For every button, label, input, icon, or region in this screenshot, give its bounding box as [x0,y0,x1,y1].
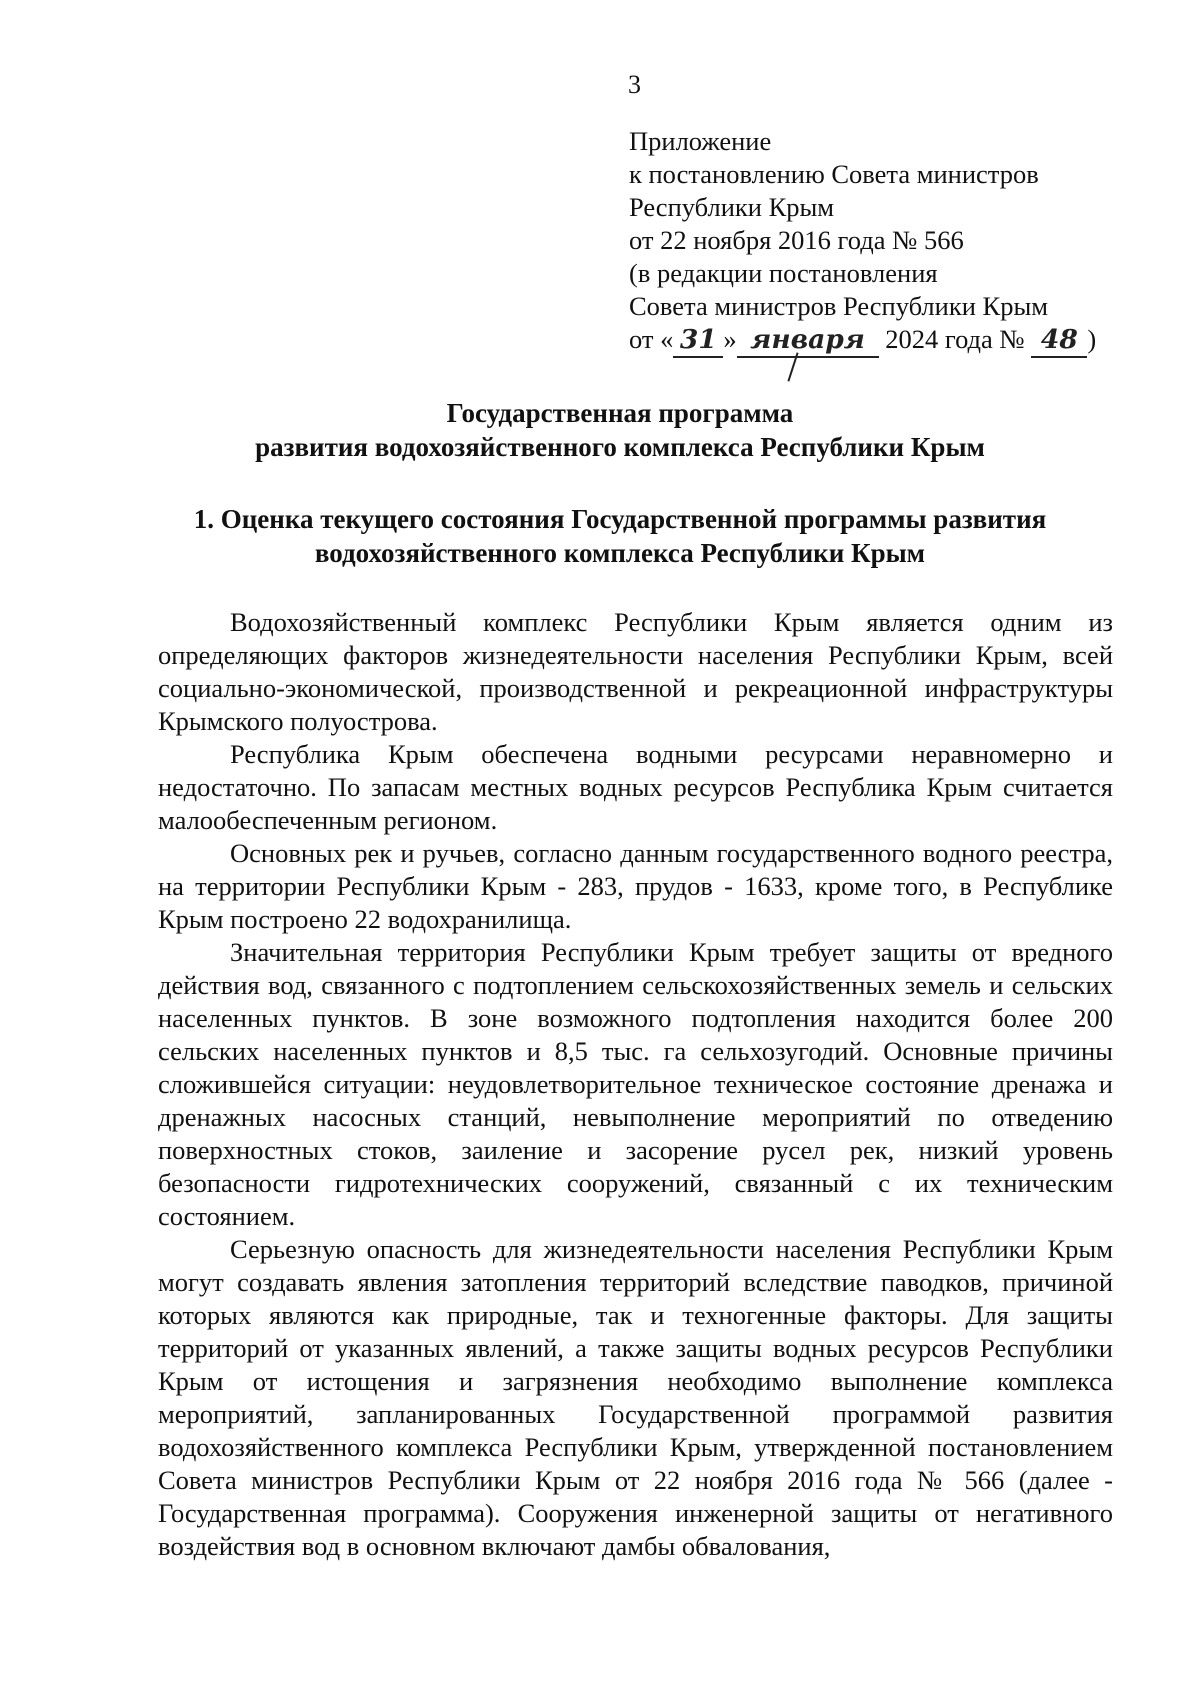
handwritten-month: января [737,323,879,358]
appendix-line: Республики Крым [629,192,835,222]
date-suffix: ) [1087,324,1097,354]
handwritten-number: 48 [1031,323,1087,358]
paragraph: Основных рек и ручьев, согласно данным государственного водного реестра, на территории Республики Крым - 283, прудов - 1633, кроме того, в Республике Крым построено 22 водохранилища. [158,838,1113,934]
paragraph: Значительная территория Республики Крым требует защиты от вредного действия вод, связанного с подтоплением сельскохозяйственных земель и сельских населенных пунктов. В зоне возможного подтопления находится более 200 сельских населенных пунктов и 8,5 тыс. га сельхозугодий. Основные причины сложившейся ситуации: неудовлетворительное техническое состояние дренажа и дренажных насосных станций, невыполнение мероприятий по отведению поверхностных стоков, заиление и засорение русел рек, низкий уровень безопасности гидротехнических сооружений, связанный с их техническим состоянием. [158,937,1113,1231]
title-line: развития водохозяйственного комплекса Республики Крым [255,432,985,462]
section-heading-line: водохозяйственного комплекса Республики Крым [314,538,926,568]
appendix-line: от 22 ноября 2016 года № 566 [629,225,964,255]
appendix-header [629,125,1099,358]
title-line: Государственная программа [446,398,794,428]
date-mid: 2024 года № [878,324,1032,354]
date-quote-close: » [723,324,737,354]
appendix-line: (в редакции постановления [629,258,938,288]
appendix-line: к постановлению Совета министров [629,159,1039,189]
section-heading [160,502,1080,570]
document-title [160,396,1080,464]
page-number: 3 [628,70,641,99]
section-heading-line: 1. Оценка текущего состояния Государственной программы развития [193,504,1047,534]
appendix-line: Приложение [629,126,772,156]
paragraph: Республика Крым обеспечена водными ресурсами неравномерно и недостаточно. По запасам местных водных ресурсов Республика Крым считается малообеспеченным регионом. [158,739,1113,835]
body-text [158,606,1113,1563]
handwritten-day: 31 [673,323,723,358]
appendix-date-line [629,323,1099,358]
paragraph: Водохозяйственный комплекс Республики Крым является одним из определяющих факторов жизнедеятельности населения Республики Крым, всей социально-экономической, производственной и рекреационной инфраструктуры Крымского полуострова. [158,607,1113,736]
appendix-line: Совета министров Республики Крым [629,291,1049,321]
date-prefix: от « [629,324,674,354]
paragraph: Серьезную опасность для жизнедеятельности населения Республики Крым могут создавать явления затопления территорий вследствие паводков, причиной которых являются как природные, так и техногенные факторы. Для защиты территорий от указанных явлений, а также защиты водных ресурсов Республики Крым от истощения и загрязнения необходимо выполнение комплекса мероприятий, запланированных Государственной программой развития водохозяйственного комплекса Республики Крым, утвержденной постановлением Совета министров Республики Крым от 22 ноября 2016 года № 566 (далее - Государственная программа). Сооружения инженерной защиты от негативного воздействия вод в основном включают дамбы обвалования, [158,1234,1113,1561]
